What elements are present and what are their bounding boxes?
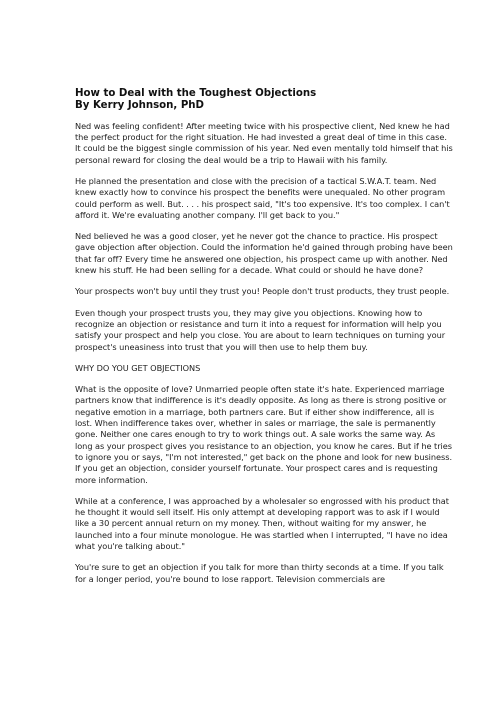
paragraph-8: You're sure to get an objection if you talk for more than thirty seconds at a time. If you talk for a longer period, you're bound to lose rapport. Television commercials are — [75, 562, 444, 584]
document-page — [75, 88, 453, 595]
paragraph-1: Ned was feeling confident! After meeting twice with his prospective client, Ned knew he had the perfect product for the right situation. He had invested a great deal of time in this case. It could be the biggest single commission of his year. Ned even mentally told himself that his personal reward for closing the deal would be a trip to Hawaii with his family. — [75, 120, 453, 165]
document-header — [75, 88, 453, 113]
paragraph-5: Even though your prospect trusts you, they may give you objections. Knowing how to recognize an objection or resistance and turn it into a request for information will help you satisfy your prospect and help you close. You are about to learn techniques on turning your prospect's uneasiness into trust that you will then use to help them buy. — [75, 307, 446, 352]
paragraph-7: While at a conference, I was approached by a wholesaler so engrossed with his product that he thought it would sell itself. His only attempt at developing rapport was to ask if I would like a 30 percent annual return on my money. Then, without waiting for my answer, he launched into a four minute monologue. He was startled when I interrupted, "I have no idea what you're talking about." — [75, 495, 449, 552]
paragraph-6: What is the opposite of love? Unmarried people often state it's hate. Experienced marriage partners know that indifference is it's deadly opposite. As long as there is strong positive or negative emotion in a marriage, both partners care. But if either show indifference, all is lost. When indifference takes over, whether in sales or marriage, the sale is permanently gone. Neither one cares enough to try to work things out. A sale works the same way. As long as your prospect gives you resistance to an objection, you know he cares. But if he tries to ignore you or says, "I'm not interested," get back on the phone and look for new business. If you get an objection, consider yourself fortunate. Your prospect cares and is requesting more information. — [75, 384, 453, 485]
document-byline: By Kerry Johnson, PhD — [75, 100, 205, 112]
paragraph-2: He planned the presentation and close with the precision of a tactical S.W.A.T. team. Ned knew exactly how to convince his prospect the benefits were unequaled. No other program could perform as well. But. . . . his prospect said, "It's too expensive. It's too complex. I can't afford it. We're evaluating another company. I'll get back to you." — [75, 176, 450, 220]
document-title: How to Deal with the Toughest Objections — [75, 88, 317, 99]
paragraph-4: Your prospects won't buy until they trust you! People don't trust products, they trust people. — [75, 286, 450, 297]
section-heading: WHY DO YOU GET OBJECTIONS — [75, 362, 201, 373]
paragraph-3: Ned believed he was a good closer, yet he never got the chance to practice. His prospect gave objection after objection. Could the information he'd gained through probing have been that far off? Every time he answered one objection, his prospect came up with another. Ned knew his stuff. He had been selling for a decade. What could or should he have done? — [75, 231, 453, 276]
